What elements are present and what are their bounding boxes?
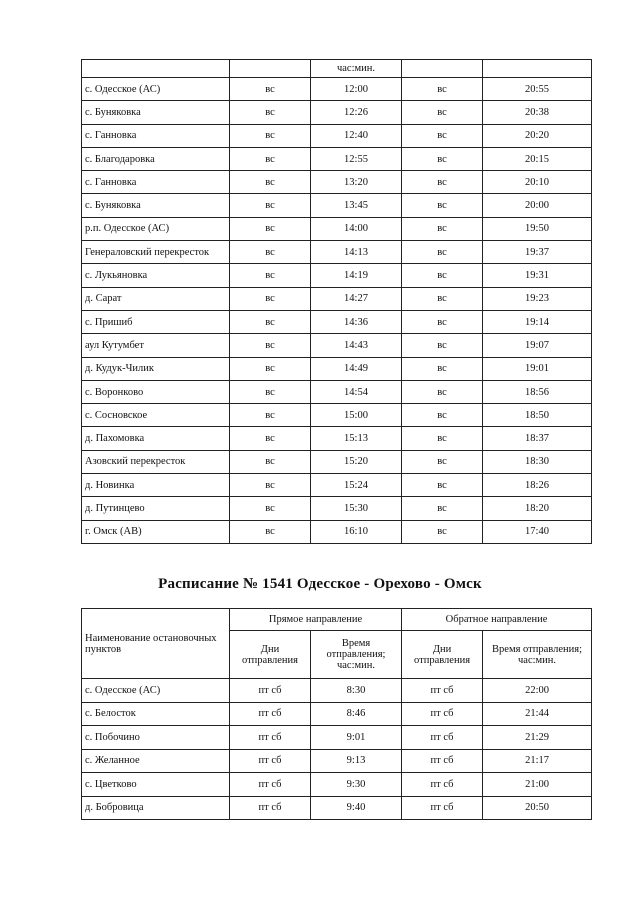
- stop-name-cell: с. Желанное: [82, 749, 230, 773]
- table-row: [82, 171, 592, 194]
- time-forward-cell: 14:27: [311, 287, 402, 310]
- days-backward-cell: вс: [402, 287, 483, 310]
- days-backward-cell: вс: [402, 194, 483, 217]
- table-row: [82, 450, 592, 473]
- days-forward-cell: вс: [230, 520, 311, 543]
- time-backward-cell: 19:23: [483, 287, 592, 310]
- time-forward-cell: 14:19: [311, 264, 402, 287]
- days-forward-cell: вс: [230, 450, 311, 473]
- column-header-time-backward: Время отправления; час:мин.: [483, 631, 592, 679]
- time-forward-cell: 15:30: [311, 497, 402, 520]
- table-row: [82, 217, 592, 240]
- days-forward-cell: вс: [230, 357, 311, 380]
- time-backward-cell: 19:14: [483, 310, 592, 333]
- time-forward-cell: 14:54: [311, 380, 402, 403]
- column-header-time-forward: Время отправления; час:мин.: [311, 631, 402, 679]
- days-backward-cell: вс: [402, 310, 483, 333]
- time-backward-cell: 19:01: [483, 357, 592, 380]
- table-row: [82, 773, 592, 797]
- time-backward-cell: 21:17: [483, 749, 592, 773]
- stop-name-cell: с. Одесское (АС): [82, 78, 230, 101]
- stop-name-cell: аул Кутумбет: [82, 334, 230, 357]
- table-row: [82, 194, 592, 217]
- time-backward-cell: 20:50: [483, 796, 592, 820]
- stop-name-cell: с. Одесское (АС): [82, 679, 230, 703]
- table-row: [82, 241, 592, 264]
- table-row: [82, 380, 592, 403]
- days-forward-cell: вс: [230, 217, 311, 240]
- time-backward-cell: 20:38: [483, 101, 592, 124]
- days-forward-cell: вс: [230, 101, 311, 124]
- time-backward-cell: 21:29: [483, 726, 592, 750]
- days-backward-cell: вс: [402, 264, 483, 287]
- days-forward-cell: вс: [230, 380, 311, 403]
- header-time-unit: час:мин.: [311, 60, 402, 78]
- days-backward-cell: вс: [402, 380, 483, 403]
- days-forward-cell: пт сб: [230, 773, 311, 797]
- stop-name-cell: с. Воронково: [82, 380, 230, 403]
- days-forward-cell: вс: [230, 147, 311, 170]
- days-forward-cell: пт сб: [230, 702, 311, 726]
- time-backward-cell: 21:00: [483, 773, 592, 797]
- table-row: [82, 497, 592, 520]
- days-forward-cell: вс: [230, 474, 311, 497]
- days-backward-cell: вс: [402, 357, 483, 380]
- time-forward-cell: 14:49: [311, 357, 402, 380]
- days-backward-cell: вс: [402, 497, 483, 520]
- days-backward-cell: вс: [402, 474, 483, 497]
- time-backward-cell: 17:40: [483, 520, 592, 543]
- time-forward-cell: 12:55: [311, 147, 402, 170]
- table-header-row: [82, 60, 592, 78]
- time-forward-cell: 14:36: [311, 310, 402, 333]
- header-cell: [82, 60, 230, 78]
- column-header-days-backward: Дни отправления: [402, 631, 483, 679]
- time-backward-cell: 20:15: [483, 147, 592, 170]
- days-forward-cell: вс: [230, 194, 311, 217]
- stop-name-cell: с. Благодаровка: [82, 147, 230, 170]
- table-row: [82, 264, 592, 287]
- header-cell: [402, 60, 483, 78]
- time-forward-cell: 9:30: [311, 773, 402, 797]
- days-backward-cell: вс: [402, 101, 483, 124]
- stop-name-cell: д. Путинцево: [82, 497, 230, 520]
- column-header-forward: Прямое направление: [230, 609, 402, 631]
- time-forward-cell: 9:01: [311, 726, 402, 750]
- stop-name-cell: Генераловский перекресток: [82, 241, 230, 264]
- days-forward-cell: вс: [230, 334, 311, 357]
- column-header-backward: Обратное направление: [402, 609, 592, 631]
- table-row: [82, 124, 592, 147]
- days-backward-cell: вс: [402, 520, 483, 543]
- time-forward-cell: 15:20: [311, 450, 402, 473]
- schedule-title: Расписание № 1541 Одесское - Орехово - Омск: [158, 576, 482, 592]
- days-forward-cell: пт сб: [230, 679, 311, 703]
- stop-name-cell: д. Пахомовка: [82, 427, 230, 450]
- time-forward-cell: 9:13: [311, 749, 402, 773]
- table-row: [82, 101, 592, 124]
- table-row: [82, 427, 592, 450]
- days-forward-cell: пт сб: [230, 749, 311, 773]
- stop-name-cell: г. Омск (АВ): [82, 520, 230, 543]
- time-backward-cell: 20:20: [483, 124, 592, 147]
- days-backward-cell: вс: [402, 217, 483, 240]
- table-row: [82, 357, 592, 380]
- column-header-stops: Наименование остановочных пунктов: [82, 609, 230, 679]
- time-backward-cell: 21:44: [483, 702, 592, 726]
- days-forward-cell: пт сб: [230, 726, 311, 750]
- stop-name-cell: с. Буняковка: [82, 194, 230, 217]
- time-backward-cell: 19:37: [483, 241, 592, 264]
- days-backward-cell: пт сб: [402, 726, 483, 750]
- stop-name-cell: д. Бобровица: [82, 796, 230, 820]
- days-forward-cell: вс: [230, 427, 311, 450]
- stop-name-cell: с. Лукьяновка: [82, 264, 230, 287]
- stop-name-cell: с. Белосток: [82, 702, 230, 726]
- table-row: [82, 749, 592, 773]
- days-backward-cell: вс: [402, 334, 483, 357]
- time-forward-cell: 12:00: [311, 78, 402, 101]
- days-forward-cell: вс: [230, 124, 311, 147]
- time-backward-cell: 18:20: [483, 497, 592, 520]
- time-forward-cell: 9:40: [311, 796, 402, 820]
- days-forward-cell: вс: [230, 497, 311, 520]
- table-row: [82, 726, 592, 750]
- time-backward-cell: 18:26: [483, 474, 592, 497]
- days-backward-cell: пт сб: [402, 702, 483, 726]
- days-forward-cell: вс: [230, 264, 311, 287]
- days-backward-cell: вс: [402, 171, 483, 194]
- stop-name-cell: с. Цветково: [82, 773, 230, 797]
- stop-name-cell: д. Сарат: [82, 287, 230, 310]
- table-row: [82, 474, 592, 497]
- days-backward-cell: вс: [402, 450, 483, 473]
- days-backward-cell: пт сб: [402, 749, 483, 773]
- stop-name-cell: с. Ганновка: [82, 124, 230, 147]
- time-forward-cell: 15:00: [311, 404, 402, 427]
- time-forward-cell: 8:46: [311, 702, 402, 726]
- stop-name-cell: д. Новинка: [82, 474, 230, 497]
- table-row: [82, 78, 592, 101]
- table-row: [82, 310, 592, 333]
- time-backward-cell: 19:50: [483, 217, 592, 240]
- days-backward-cell: вс: [402, 147, 483, 170]
- time-backward-cell: 20:55: [483, 78, 592, 101]
- time-backward-cell: 19:07: [483, 334, 592, 357]
- time-forward-cell: 13:20: [311, 171, 402, 194]
- stop-name-cell: д. Кудук-Чилик: [82, 357, 230, 380]
- table-row: [82, 679, 592, 703]
- time-backward-cell: 18:56: [483, 380, 592, 403]
- time-backward-cell: 22:00: [483, 679, 592, 703]
- days-backward-cell: вс: [402, 404, 483, 427]
- column-header-days-forward: Дни отправления: [230, 631, 311, 679]
- days-forward-cell: вс: [230, 287, 311, 310]
- table-row: [82, 796, 592, 820]
- time-forward-cell: 15:24: [311, 474, 402, 497]
- days-backward-cell: вс: [402, 124, 483, 147]
- days-backward-cell: вс: [402, 78, 483, 101]
- table-row: [82, 147, 592, 170]
- time-backward-cell: 20:00: [483, 194, 592, 217]
- days-forward-cell: вс: [230, 310, 311, 333]
- time-forward-cell: 16:10: [311, 520, 402, 543]
- time-forward-cell: 14:13: [311, 241, 402, 264]
- table-row: [82, 520, 592, 543]
- schedule-table-continued: [81, 59, 592, 544]
- stop-name-cell: с. Пришиб: [82, 310, 230, 333]
- header-cell: [230, 60, 311, 78]
- time-backward-cell: 20:10: [483, 171, 592, 194]
- days-forward-cell: вс: [230, 241, 311, 264]
- table-row: [82, 334, 592, 357]
- header-cell: [483, 60, 592, 78]
- table-header-row: [82, 609, 592, 631]
- table-row: [82, 702, 592, 726]
- time-forward-cell: 14:43: [311, 334, 402, 357]
- time-forward-cell: 13:45: [311, 194, 402, 217]
- stop-name-cell: с. Сосновское: [82, 404, 230, 427]
- time-backward-cell: 18:50: [483, 404, 592, 427]
- stop-name-cell: с. Буняковка: [82, 101, 230, 124]
- days-backward-cell: пт сб: [402, 679, 483, 703]
- time-backward-cell: 19:31: [483, 264, 592, 287]
- days-forward-cell: вс: [230, 404, 311, 427]
- time-forward-cell: 15:13: [311, 427, 402, 450]
- time-forward-cell: 8:30: [311, 679, 402, 703]
- stop-name-cell: Азовский перекресток: [82, 450, 230, 473]
- time-forward-cell: 12:40: [311, 124, 402, 147]
- time-forward-cell: 14:00: [311, 217, 402, 240]
- days-backward-cell: вс: [402, 241, 483, 264]
- days-forward-cell: вс: [230, 78, 311, 101]
- days-backward-cell: пт сб: [402, 796, 483, 820]
- table-row: [82, 404, 592, 427]
- days-forward-cell: вс: [230, 171, 311, 194]
- time-backward-cell: 18:30: [483, 450, 592, 473]
- table-row: [82, 287, 592, 310]
- stop-name-cell: с. Побочино: [82, 726, 230, 750]
- time-forward-cell: 12:26: [311, 101, 402, 124]
- days-backward-cell: вс: [402, 427, 483, 450]
- days-forward-cell: пт сб: [230, 796, 311, 820]
- schedule-table-1541: [81, 608, 592, 820]
- stop-name-cell: р.п. Одесское (АС): [82, 217, 230, 240]
- days-backward-cell: пт сб: [402, 773, 483, 797]
- stop-name-cell: с. Ганновка: [82, 171, 230, 194]
- time-backward-cell: 18:37: [483, 427, 592, 450]
